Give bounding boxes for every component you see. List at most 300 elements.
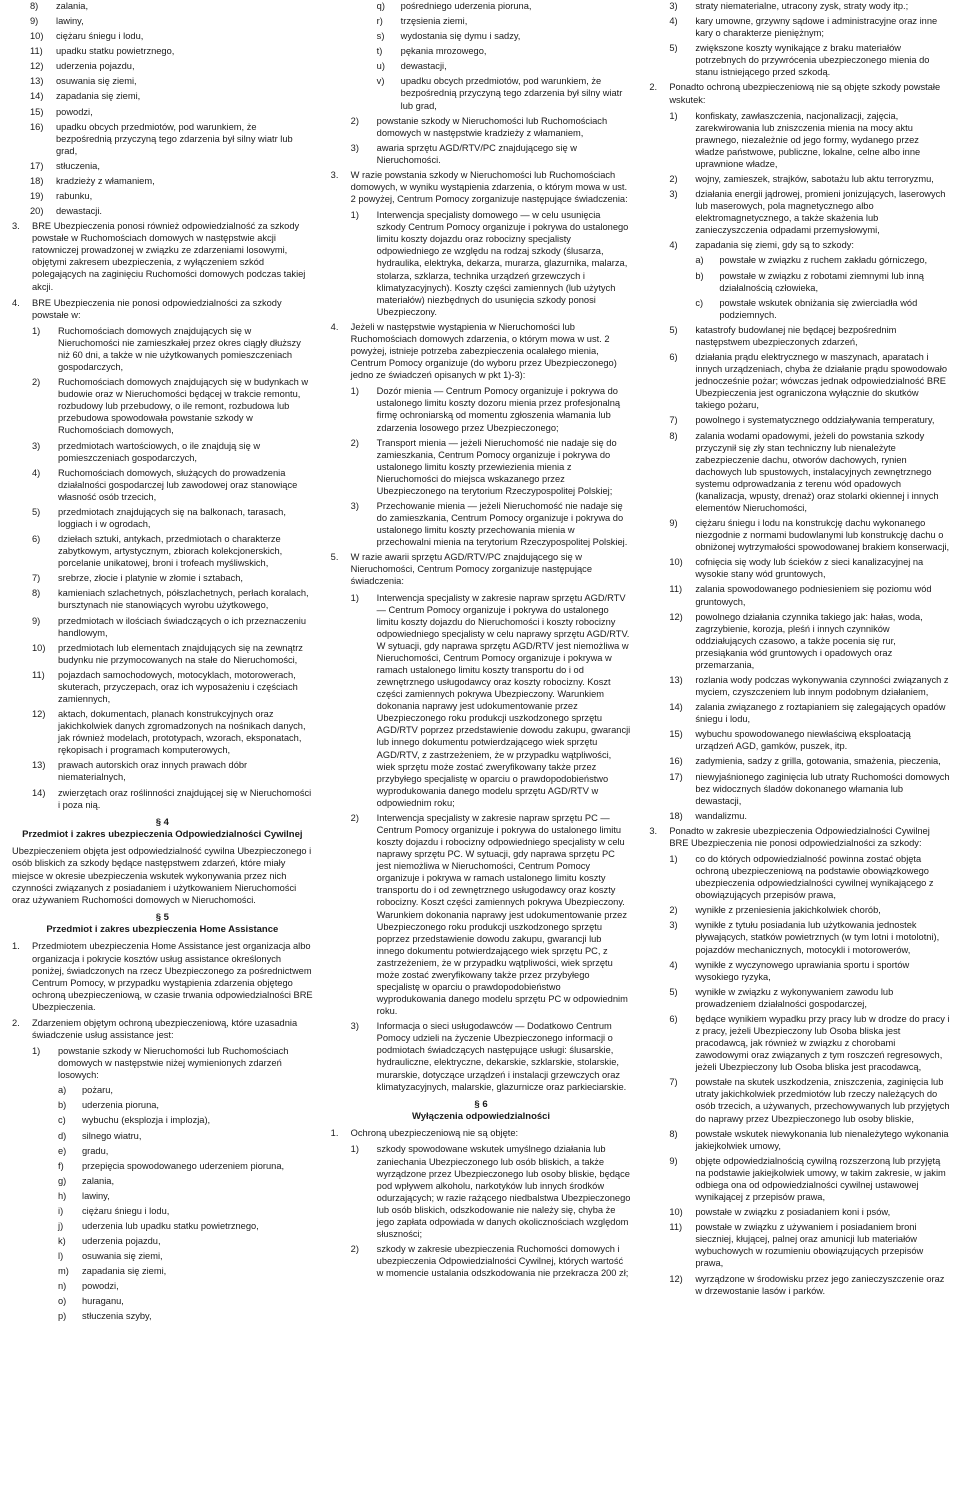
list-item xyxy=(12,205,313,217)
item-text: awaria sprzętu AGD/RTV/PC znajdującego się w Nieruchomości. xyxy=(376,142,577,165)
item-marker: f) xyxy=(58,1160,64,1171)
item-marker: 1) xyxy=(350,386,359,397)
item-text: powstałe w związku z używaniem i posiadaniem broni sieczniej, kłującej, palnej oraz amunicji lub materiałów wybuchowych w rozumieniu obowiązujących przepisów prawa, xyxy=(695,1222,924,1269)
item-text: Interwencja specjalisty domowego — w celu usunięcia szkody Centrum Pomocy organizuje i pokrywa do ustalonego limitu koszty dojazdu oraz robocizny specjalisty odpowiedniego ze względu na rodzaj szkody (ślusarza, hydraulika, elektryka, dekarza, murarza, glazurnika, malarza, stolarza, szklarza, technika urządzeń grzewczych i klimatyzacyjnych). Koszty części zamiennych (lub użytych materiałów) niezbędnych do usunięcia szkody ponosi Ubezpieczony. xyxy=(376,210,629,317)
item-text: trzęsienia ziemi, xyxy=(400,16,468,27)
list-item xyxy=(12,1175,313,1187)
item-text: powstałe wskutek niewykonania lub nienależytego wykonania jakiejkolwiek umowy, xyxy=(695,1128,949,1151)
list-item xyxy=(12,60,313,72)
item-text: W razie awarii sprzętu AGD/RTV/PC znajdującego się w Nieruchomości, Centrum Pomocy zorganizuje następujące świadczenia: xyxy=(350,552,592,587)
item-text: pękania mrozowego, xyxy=(400,46,487,57)
item-marker: 3. xyxy=(649,825,658,836)
item-marker: 17) xyxy=(30,160,44,171)
list-item xyxy=(331,1143,632,1240)
list-item xyxy=(649,1013,950,1073)
item-marker: s) xyxy=(376,31,385,42)
item-marker: 3) xyxy=(350,500,359,511)
item-marker: 5) xyxy=(669,324,678,335)
item-marker: i) xyxy=(58,1205,64,1216)
list-item xyxy=(649,42,950,78)
item-marker: 8) xyxy=(669,1128,678,1139)
item-text: ciężaru śniegu i lodu na konstrukcję dachu wykonanego niezgodnie z normami budowlanymi lub konstrukcję dachu o obniżonej wytrzymałości spowodowanej brakiem konserwacji, xyxy=(695,518,950,553)
paragraph xyxy=(12,220,313,292)
item-marker: 1) xyxy=(32,325,41,336)
item-marker: 14) xyxy=(32,787,46,798)
item-marker: e) xyxy=(58,1145,67,1156)
list-item xyxy=(12,533,313,569)
item-marker: 3. xyxy=(330,169,339,180)
item-marker: r) xyxy=(376,16,383,27)
item-text: silnego wiatru, xyxy=(82,1130,142,1141)
item-text: powolnego i systematycznego oddziaływania temperatury, xyxy=(695,415,935,426)
column-1 xyxy=(6,0,319,1497)
item-text: działania prądu elektrycznego w maszynach, aparatach i innych urządzeniach, chyba że działanie prądu spowodowało jednocześnie pożar; wówczas jednak odpowiedzialność BRE Ubezpieczenia jest ograniczona wyłącznie do skutków takiego pożaru, xyxy=(695,352,948,411)
item-marker: 2. xyxy=(12,1017,20,1028)
list-item xyxy=(12,30,313,42)
list-item xyxy=(12,506,313,530)
list-item xyxy=(649,1076,950,1124)
item-marker: 2) xyxy=(669,174,678,185)
item-text: powodzi, xyxy=(82,1281,119,1292)
item-text: ciężaru śniegu i lodu, xyxy=(56,31,144,42)
list-item xyxy=(649,674,950,698)
item-text: Ochroną ubezpieczeniową nie są objęte: xyxy=(350,1128,519,1139)
item-text: zalania, xyxy=(82,1175,115,1186)
list-item xyxy=(649,959,950,983)
list-item xyxy=(12,1295,313,1307)
list-item xyxy=(649,1155,950,1203)
item-text: wojny, zamieszek, strajków, sabotażu lub aktu terroryzmu, xyxy=(695,174,934,185)
item-marker: 5) xyxy=(669,43,678,54)
list-item xyxy=(331,812,632,1017)
list-item xyxy=(12,1265,313,1277)
list-item xyxy=(649,188,950,236)
item-text: kradzieży z włamaniem, xyxy=(56,175,155,186)
item-text: uderzenia pioruna, xyxy=(82,1100,160,1111)
item-marker: 4) xyxy=(669,240,678,251)
item-text: przedmiotach wartościowych, o ile znajdują się w pomieszczeniach gospodarczych, xyxy=(58,440,261,463)
item-text: powstałe na skutek uszkodzenia, zniszczenia, zaginięcia lub utraty jakichkolwiek przedmiotów lub rzeczy należących do osób trzecich, a używanych, przechowywanych lub przyjętych do naprawy przez Ubezpieczonego lub osoby bliskie, xyxy=(695,1077,950,1124)
list-item xyxy=(649,1221,950,1269)
item-marker: p) xyxy=(58,1311,67,1322)
item-text: pośredniego uderzenia pioruna, xyxy=(400,1,532,11)
item-text: szkody w zakresie ubezpieczenia Ruchomości domowych i ubezpieczenia Odpowiedzialności Cywilnej, których wartość w momencie ustalania odszkodowania nie przekracza 200 zł; xyxy=(376,1244,629,1279)
item-marker: 3. xyxy=(12,221,20,232)
column-2 xyxy=(319,0,638,1497)
item-marker: 12) xyxy=(30,61,44,72)
item-text: co do których odpowiedzialność powinna zostać objęta ochroną ubezpieczeniową na podstawie obowiązkowego ubezpieczenia odpowiedzialności cywilnej wynikającego z obowiązujących przepisów prawa, xyxy=(695,854,934,901)
item-text: uderzenia pojazdu, xyxy=(56,61,135,72)
paragraph xyxy=(12,297,313,321)
item-marker: 5) xyxy=(669,986,678,997)
list-item xyxy=(649,517,950,553)
item-marker: 4. xyxy=(12,297,20,308)
item-marker: 3) xyxy=(669,189,678,200)
list-item xyxy=(12,121,313,157)
list-item xyxy=(331,0,632,12)
list-item xyxy=(12,1220,313,1232)
item-marker: 4) xyxy=(669,959,678,970)
list-item xyxy=(331,75,632,111)
item-marker: 11) xyxy=(32,669,45,680)
list-item xyxy=(331,1243,632,1279)
item-text: zalania wodami opadowymi, jeżeli do powstania szkody przyczynił się zły stan techniczny lub nienależyte zabezpieczenie dachu, otworów dachowych, rynien dachowych lub spustowych, instalacyjnych zewnętrznego systemu odprowadzania z terenu wód opadowych (kanalizacja, wpusty, drenaż) oraz stolarki okiennej i innych elementów Nieruchomości, xyxy=(695,430,939,513)
list-item xyxy=(331,30,632,42)
item-marker: 6) xyxy=(32,534,41,545)
item-text: osuwania się ziemi, xyxy=(56,76,137,87)
item-text: wydostania się dymu i sadzy, xyxy=(400,31,521,42)
item-text: Ruchomościach domowych znajdujących się w budynkach w budowie oraz w Nieruchomości będącej w trakcie remontu, rozbudowy lub przebudowy, o ile remont, rozbudowa lub przebudowa spowodowała powstanie szkody w Ruchomościach domowych, xyxy=(58,377,309,436)
list-item xyxy=(331,385,632,433)
list-item xyxy=(331,437,632,497)
list-item xyxy=(649,904,950,916)
list-item xyxy=(12,45,313,57)
list-item xyxy=(12,75,313,87)
list-item xyxy=(331,592,632,809)
list-item xyxy=(649,297,950,321)
paragraph xyxy=(331,551,632,587)
list-item xyxy=(649,1128,950,1152)
list-item xyxy=(331,15,632,27)
item-text: srebrze, złocie i platynie w złomie i sztabach, xyxy=(58,573,243,584)
item-text: straty niematerialne, utracony zysk, straty wody itp.; xyxy=(695,1,909,11)
item-text: Jeżeli w następstwie wystąpienia w Nieruchomości lub Ruchomościach domowych zdarzenia, o którym mowa w ust. 2 powyżej, istnieje potrzeba zabezpieczenia ocalałego mienia, Centrum Pomocy organizuje (do wyboru przez Ubezpieczonego) jedno ze świadczeń opisanych w pkt 1)-3): xyxy=(350,321,617,381)
item-text: BRE Ubezpieczenia nie ponosi odpowiedzialności za szkody powstałe w: xyxy=(32,297,282,320)
item-text: Ponadto ochroną ubezpieczeniową nie są objęte szkody powstałe wskutek: xyxy=(669,82,941,105)
list-item xyxy=(12,642,313,666)
item-text: wandalizmu. xyxy=(695,810,748,821)
item-marker: 1) xyxy=(32,1046,41,1057)
item-marker: 13) xyxy=(32,760,46,771)
item-text: dziełach sztuki, antykach, przedmiotach o charakterze zabytkowym, artystycznym, zbiorach kolekcjonerskich, porcelanie unikatowej, broni i trofeach myśliwskich, xyxy=(58,534,283,569)
item-text: Przechowanie mienia — jeżeli Nieruchomość nie nadaje się do zamieszkania, Centrum Pomocy organizuje i pokrywa do ustalonego limitu koszty przechowania mienia w przechowalni mienia na terytorium Rzeczypospolitej Polskiej. xyxy=(376,500,628,548)
item-text: osuwania się ziemi, xyxy=(82,1251,163,1262)
item-marker: a) xyxy=(695,255,704,266)
item-marker: c) xyxy=(695,297,704,308)
list-item xyxy=(12,1114,313,1126)
item-text: powstałe w związku z robotami ziemnymi lub inną działalnością człowieka, xyxy=(719,270,924,293)
item-text: Informacja o sieci usługodawców — Dodatkowo Centrum Pomocy udzieli na życzenie Ubezpieczonego informacji o podmiotach świadczących następujące usługi: ślusarskie, hydrauliczne, elektryczne, dekarskie, szklarskie, stolarskie, murarskie, dotyczące urządzeń i instalacji grzewczych oraz klimatyzacyjnych, malarskie, glazurnicze oraz parkieciarskie. xyxy=(376,1021,627,1092)
item-text: lawiny, xyxy=(82,1190,110,1201)
list-item xyxy=(12,1205,313,1217)
paragraph xyxy=(12,940,313,1012)
list-item xyxy=(649,556,950,580)
list-item xyxy=(649,1273,950,1297)
item-text: wynikłe z wyczynowego uprawiania sportu i sportów wysokiego ryzyka, xyxy=(695,959,910,982)
item-marker: 2) xyxy=(350,1244,359,1255)
paragraph xyxy=(331,1127,632,1139)
list-item xyxy=(12,759,313,783)
list-item xyxy=(12,708,313,756)
item-text: dewastacji. xyxy=(56,206,102,217)
item-marker: 1) xyxy=(669,854,678,864)
item-text: dewastacji, xyxy=(400,61,447,72)
item-marker: 2) xyxy=(350,437,359,448)
item-text: zalania, xyxy=(56,1,89,11)
section-title: Przedmiot i zakres ubezpieczenia Home Assistance xyxy=(46,924,279,936)
item-marker: 14) xyxy=(669,702,683,713)
item-marker: 9) xyxy=(669,518,678,529)
item-text: BRE Ubezpieczenia ponosi również odpowiedzialność za szkody powstałe w Ruchomościach domowych w następstwie akcji ratowniczej prowadzonej w związku ze zdarzeniami losowymi, objętymi zakresem ubezpieczenia, z wyłączeniem szkód polegających na zaginięciu Ruchomości domowych podczas takiej akcji. xyxy=(32,221,306,292)
item-marker: 17) xyxy=(669,771,683,782)
item-text: zadymienia, sadzy z grilla, gotowania, smażenia, pieczenia, xyxy=(695,756,941,767)
item-text: objęte odpowiedzialnością cywilną rozszerzoną lub przyjętą na podstawie jakiejkolwiek umowy, w takim zakresie, w jakim odbiega ona od odpowiedzialności cywilnej ustawowej wynikającej z przepisów prawa, xyxy=(695,1155,946,1203)
item-text: Ruchomościach domowych, służących do prowadzenia działalności gospodarczej lub zawodowej oraz stanowiące własność osób trzecich, xyxy=(58,467,298,502)
item-text: będące wynikiem wypadku przy pracy lub w drodze do pracy i z pracy, jeżeli Ubezpieczony lub Osoba bliska jest pracodawcą, jak również w związku z chorobami zawodowymi oraz związanych z tym roszczeń regresowych, jeżeli Ubezpieczony lub Osoba bliska jest pracodawcą, xyxy=(695,1013,950,1073)
list-item xyxy=(12,1099,313,1111)
list-item xyxy=(12,787,313,811)
paragraph: Ubezpieczeniem objęta jest odpowiedzialność cywilna Ubezpieczonego i osób bliskich za szkody będące następstwem zdarzeń, które miały miejsce w okresie ubezpieczenia wskutek wykonywania przez nich czynności związanych z posiadaniem i użytkowaniem Nieruchomości oraz używaniem Ruchomości domowych w Nieruchomości. xyxy=(12,846,312,905)
item-marker: 16) xyxy=(30,121,44,132)
item-marker: 15) xyxy=(30,106,44,117)
item-text: ciężaru śniegu i lodu, xyxy=(82,1205,170,1216)
item-marker: 11) xyxy=(30,46,43,57)
list-item xyxy=(12,1084,313,1096)
item-text: wybuchu (eksplozja i implozja), xyxy=(82,1115,211,1126)
list-item xyxy=(649,810,950,822)
list-item xyxy=(12,1130,313,1142)
item-text: Przedmiotem ubezpieczenia Home Assistance jest organizacja albo organizacja i pokrycie kosztów usług assistance określonych poniżej, świadczonych na rzecz Ubezpieczonego za pośrednictwem Centrum Pomocy, w przypadku wystąpienia zdarzenia objętego ochroną ubezpieczeniową, w czasie trwania odpowiedzialności BRE Ubezpieczenia. xyxy=(32,941,313,1012)
item-text: huraganu, xyxy=(82,1296,124,1307)
item-text: Zdarzeniem objętym ochroną ubezpieczeniową, które uzasadnia świadczenie usług assistance jest: xyxy=(32,1017,298,1040)
item-marker: 1. xyxy=(330,1128,339,1139)
item-marker: 15) xyxy=(669,729,683,740)
item-marker: 12) xyxy=(669,611,683,622)
item-text: wynikłe z tytułu posiadania lub użytkowania jednostek pływających, statków powietrznych (w tym lotni i motolotni), pojazdów mechanicznych, motocykli i motorowerów, xyxy=(695,920,940,955)
item-marker: 3) xyxy=(32,440,41,451)
paragraph xyxy=(12,1017,313,1041)
list-item xyxy=(12,1190,313,1202)
item-text: Dozór mienia — Centrum Pomocy organizuje i pokrywa do ustalonego limitu koszty dozoru mienia przez profesjonalną firmę ochroniarską od momentu zgłoszenia włamania lub zdarzenia losowego przez Ubezpieczonego; xyxy=(376,386,621,433)
item-text: Transport mienia — jeżeli Nieruchomość nie nadaje się do zamieszkania, Centrum Pomocy organizuje i pokrywa do ustalonego limitu koszty przewiezienia mienia z Nieruchomości do miejsca wskazanego przez Ubezpieczonego na terytorium Rzeczypospolitej Polskiej; xyxy=(376,437,617,496)
item-marker: 6) xyxy=(669,352,678,363)
item-marker: 4) xyxy=(669,16,678,27)
item-marker: 14) xyxy=(30,91,44,102)
item-marker: 5. xyxy=(330,552,339,563)
item-marker: 13) xyxy=(30,76,44,87)
item-text: kamieniach szlachetnych, półszlachetnych, perłach koralach, bursztynach nie stanowiących wyrobu użytkowego, xyxy=(58,588,309,611)
item-text: upadku obcych przedmiotów, pod warunkiem, że bezpośrednią przyczyną tego zdarzenia był silny wiatr lub grad, xyxy=(400,76,623,111)
item-text: lawiny, xyxy=(56,16,84,27)
item-marker: 2) xyxy=(350,115,359,126)
item-marker: 10) xyxy=(669,557,683,568)
list-item xyxy=(331,209,632,318)
section-number: § 6 xyxy=(474,1098,488,1110)
item-marker: 2) xyxy=(669,905,678,916)
item-text: Ruchomościach domowych znajdujących się w Nieruchomości nie zamieszkałej przez okres ciągły dłuższy niż 60 dni, a także w nie użytkowanych pomieszczeniach gospodarczych, xyxy=(58,325,301,373)
item-marker: n) xyxy=(58,1281,67,1292)
item-text: Ponadto w zakresie ubezpieczenia Odpowiedzialności Cywilnej BRE Ubezpieczenia nie ponosi odpowiedzialności za szkody: xyxy=(669,825,930,848)
item-marker: c) xyxy=(58,1115,66,1126)
item-marker: 1. xyxy=(12,941,20,952)
item-text: W razie powstania szkody w Nieruchomości lub Ruchomościach domowych, w wyniku wystąpienia zdarzenia, o którym mowa w ust. 2 powyżej, Centrum Pomocy zorganizuje następujące świadczenia: xyxy=(350,169,628,205)
list-item xyxy=(12,1145,313,1157)
list-item xyxy=(331,115,632,139)
item-text: powolnego działania czynnika takiego jak: hałas, woda, zagrzybienie, korozja, pleśń i innych czynników oddziałujących czasowo, a także pocenia się rur, przesiąkania wód gruntowych i opadowych oraz przemarzania, xyxy=(695,611,923,670)
item-marker: a) xyxy=(58,1085,67,1096)
list-item xyxy=(12,175,313,187)
item-marker: 1) xyxy=(669,110,678,121)
list-item xyxy=(331,1020,632,1092)
section-title: Przedmiot i zakres ubezpieczenia Odpowiedzialności Cywilnej xyxy=(22,829,303,841)
section-number: § 5 xyxy=(155,911,169,923)
item-marker: g) xyxy=(58,1175,67,1186)
item-marker: 3) xyxy=(669,1,678,11)
item-text: stłuczenia szyby, xyxy=(82,1311,152,1322)
list-item xyxy=(12,1280,313,1292)
item-text: pożaru, xyxy=(82,1085,114,1096)
item-text: zwierzętach oraz roślinności znajdującej się w Nieruchomości i poza nią. xyxy=(58,787,312,810)
list-item xyxy=(12,1235,313,1247)
item-text: konfiskaty, zawłaszczenia, nacjonalizacji, zajęcia, zarekwirowania lub zniszczenia mienia na mocy aktu prawnego, niezależnie od jego formy, wydanego przez władze państwowe, publiczne, lokalne, celne albo inne uprawnione władze, xyxy=(695,110,921,169)
list-item xyxy=(649,351,950,411)
item-text: zapadania się ziemi, xyxy=(56,91,141,102)
item-text: powstałe w związku z posiadaniem koni i psów, xyxy=(695,1207,891,1218)
list-item xyxy=(12,0,313,12)
item-marker: m) xyxy=(58,1266,69,1277)
list-item xyxy=(331,60,632,72)
item-marker: 11) xyxy=(669,1222,683,1233)
item-text: wyrządzone w środowisku przez jego zanieczyszczenie oraz w drzewostanie lasów i parków. xyxy=(695,1273,945,1296)
list-item xyxy=(12,1310,313,1322)
list-item xyxy=(649,239,950,251)
item-marker: k) xyxy=(58,1236,66,1247)
list-item xyxy=(12,376,313,436)
item-marker: 1) xyxy=(350,1144,359,1155)
list-item xyxy=(649,583,950,607)
list-item xyxy=(649,173,950,185)
item-marker: 7) xyxy=(669,1077,678,1088)
item-text: rozlania wody podczas wykonywania czynności związanych z myciem, czyszczeniem lub innym podobnym działaniem, xyxy=(695,674,949,698)
item-text: wynikłe z przeniesienia jakichkolwiek chorób, xyxy=(695,905,881,916)
column-3 xyxy=(637,0,956,1497)
item-text: zalania spowodowanego podniesieniem się poziomu wód gruntowych, xyxy=(695,584,932,607)
item-marker: 13) xyxy=(669,674,683,685)
item-marker: 1) xyxy=(350,592,359,603)
item-marker: o) xyxy=(58,1296,67,1307)
list-item xyxy=(12,160,313,172)
item-marker: 20) xyxy=(30,206,44,217)
item-text: powstanie szkody w Nieruchomości lub Ruchomościach domowych w następstwie niżej wymienionych zdarzeń losowych: xyxy=(58,1046,289,1081)
item-marker: 10) xyxy=(669,1207,683,1218)
item-marker: 1) xyxy=(350,210,359,221)
list-item xyxy=(649,1206,950,1218)
item-text: zwiększone koszty wynikające z braku materiałów potrzebnych do przywrócenia ubezpieczonego mienia do stanu istniejącego przed szkodą. xyxy=(695,43,930,78)
item-text: powstałe w związku z ruchem zakładu górniczego, xyxy=(719,255,928,266)
list-item xyxy=(649,254,950,266)
list-item xyxy=(12,1045,313,1081)
item-marker: 2. xyxy=(649,82,658,93)
item-text: przepięcia spowodowanego uderzeniem pioruna, xyxy=(82,1160,285,1171)
item-marker: b) xyxy=(695,270,704,281)
item-text: przedmiotach w ilościach świadczących o ich przeznaczeniu handlowym, xyxy=(58,615,307,638)
item-text: pojazdach samochodowych, motocyklach, motorowerach, skuterach, przyczepach, oraz ich wyposażeniu i częściach zamiennych, xyxy=(58,669,298,704)
item-marker: 10) xyxy=(32,642,46,653)
section-number: § 4 xyxy=(155,816,169,828)
list-item xyxy=(12,467,313,503)
list-item xyxy=(12,669,313,705)
item-text: przedmiotach lub elementach znajdujących się na zewnątrz budynku nie przymocowanych na stałe do Nieruchomości, xyxy=(58,642,303,665)
item-text: prawach autorskich oraz innych prawach dóbr niematerialnych, xyxy=(58,760,248,783)
item-text: wynikłe w związku z wykonywaniem zawodu lub prowadzeniem działalności gospodarczej, xyxy=(695,986,894,1009)
item-marker: 7) xyxy=(32,573,41,584)
list-item xyxy=(12,587,313,611)
item-marker: q) xyxy=(376,1,385,11)
item-marker: 3) xyxy=(350,1021,359,1032)
paragraph xyxy=(649,81,950,105)
item-text: uderzenia pojazdu, xyxy=(82,1236,161,1247)
list-item xyxy=(12,1250,313,1262)
item-marker: 9) xyxy=(30,16,39,27)
item-marker: u) xyxy=(376,61,385,72)
item-marker: 7) xyxy=(669,415,678,426)
item-text: zapadania się ziemi, xyxy=(82,1266,167,1277)
list-item xyxy=(649,611,950,671)
list-item xyxy=(649,755,950,767)
item-text: cofnięcia się wody lub ścieków z sieci kanalizacyjnej na wysokie stany wód gruntowych, xyxy=(695,557,924,580)
item-marker: 19) xyxy=(30,191,44,202)
item-marker: d) xyxy=(58,1130,67,1141)
item-text: powstanie szkody w Nieruchomości lub Ruchomościach domowych w następstwie kradzieży z włamaniem, xyxy=(376,115,608,138)
item-text: działania energii jądrowej, promieni jonizujących, laserowych lub maserowych, pola magnetycznego albo elektromagnetycznego, a także skażenia lub zanieczyszczenia odpadami przemysłowymi, xyxy=(695,189,946,236)
item-marker: 16) xyxy=(669,756,683,767)
list-item xyxy=(12,190,313,202)
item-marker: 2) xyxy=(350,812,359,823)
list-item xyxy=(12,106,313,118)
list-item xyxy=(649,853,950,901)
list-item xyxy=(12,440,313,464)
list-item xyxy=(649,414,950,426)
item-marker: 8) xyxy=(30,1,39,11)
item-marker: 4. xyxy=(330,321,339,332)
list-item xyxy=(331,142,632,166)
list-item xyxy=(649,919,950,955)
item-marker: 9) xyxy=(32,615,41,626)
item-marker: 3) xyxy=(669,920,678,931)
item-marker: 18) xyxy=(30,175,44,186)
list-item xyxy=(649,270,950,294)
item-text: zapadania się ziemi, gdy są to szkody: xyxy=(695,240,854,251)
item-text: katastrofy budowlanej nie będącej bezpośrednim następstwem ubezpieczonych zdarzeń, xyxy=(695,324,897,347)
paragraph xyxy=(649,825,950,849)
item-text: szkody spowodowane wskutek umyślnego działania lub zaniechania Ubezpieczonego lub osób bliskich, a także wyrządzone przez Ubezpieczonego lub osoby bliskie, będące pod wpływem alkoholu, narkotyków lub innych środków odurzających; w razie rażącego niedbalstwa Ubezpieczonego lub osób bliskich, odszkodowanie nie należy się, chyba że jego zapłata odpowiada w danych okolicznościach względom słuszności; xyxy=(376,1144,631,1240)
list-item xyxy=(649,15,950,39)
list-item xyxy=(649,771,950,807)
item-marker: 9) xyxy=(669,1155,678,1166)
item-marker: 8) xyxy=(32,588,41,599)
item-marker: 4) xyxy=(32,467,41,478)
paragraph xyxy=(331,169,632,205)
item-marker: t) xyxy=(376,46,383,57)
item-text: uderzenia lub upadku statku powietrznego, xyxy=(82,1221,259,1232)
item-text: kary umowne, grzywny sądowe i administracyjne oraz inne kary o charakterze pieniężnym; xyxy=(695,16,938,39)
section-title: Wyłączenia odpowiedzialności xyxy=(411,1111,551,1123)
item-marker: 11) xyxy=(669,584,683,595)
item-text: przedmiotach znajdujących się na balkonach, tarasach, loggiach i w ogrodach, xyxy=(58,506,286,529)
paragraph xyxy=(331,321,632,381)
item-text: gradu, xyxy=(82,1145,109,1156)
list-item xyxy=(331,500,632,548)
list-item xyxy=(12,572,313,584)
item-text: niewyjaśnionego zaginięcia lub utraty Ruchomości domowych bez widocznych śladów dokonanego włamania lub dewastacji, xyxy=(695,771,950,806)
list-item xyxy=(649,110,950,170)
item-text: powodzi, xyxy=(56,106,93,117)
item-marker: 12) xyxy=(669,1273,683,1284)
item-text: powstałe wskutek obniżania się zwierciadła wód podziemnych. xyxy=(719,297,918,320)
item-marker: j) xyxy=(58,1221,64,1232)
item-text: rabunku, xyxy=(56,191,93,202)
list-item xyxy=(649,324,950,348)
